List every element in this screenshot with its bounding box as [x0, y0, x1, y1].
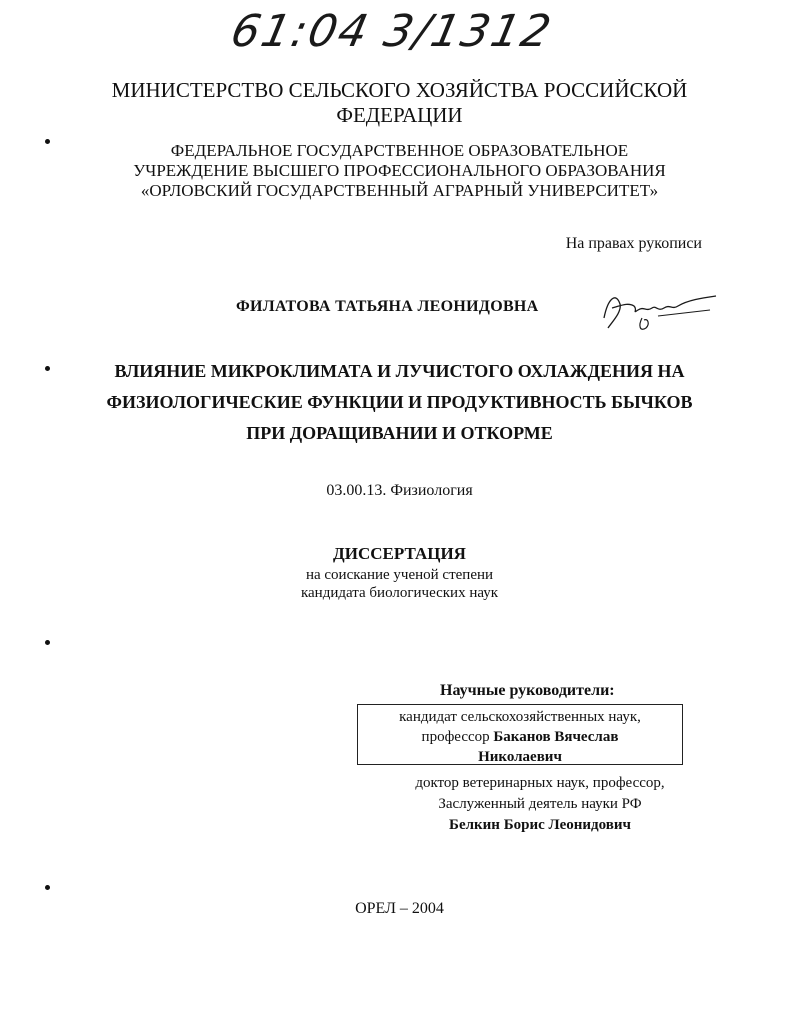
title-line-3: ПРИ ДОРАЩИВАНИИ И ОТКОРМЕ: [246, 423, 553, 443]
advisor-1-title-line: [358, 727, 682, 747]
advisor-2-degree: доктор ветеринарных наук, профессор,: [415, 775, 665, 791]
binder-dot: [45, 139, 50, 144]
institution-header: [0, 141, 799, 201]
ministry-line-1: МИНИСТЕРСТВО СЕЛЬСКОГО ХОЗЯЙСТВА РОССИЙСКОЙ: [111, 78, 688, 102]
ministry-line-2: ФЕДЕРАЦИИ: [336, 103, 463, 127]
institution-line-3: «ОРЛОВСКИЙ ГОСУДАРСТВЕННЫЙ АГРАРНЫЙ УНИВЕРСИТЕТ»: [140, 181, 659, 200]
city-year: ОРЕЛ – 2004: [355, 900, 444, 917]
advisor-1-name-part-2: Николаевич: [478, 749, 562, 765]
author-name: ФИЛАТОВА ТАТЬЯНА ЛЕОНИДОВНА: [236, 298, 539, 315]
specialty-code: 03.00.13. Физиология: [326, 482, 473, 499]
advisor-2-name: Белкин Борис Леонидович: [449, 817, 631, 833]
binder-dot: [45, 366, 50, 371]
advisor-2: [380, 773, 700, 836]
degree-line-2: кандидата биологических наук: [300, 585, 499, 601]
ministry-header: [0, 78, 799, 128]
advisor-2-honor: Заслуженный деятель науки РФ: [438, 796, 642, 812]
archive-number: 61:04 3/1312: [226, 6, 558, 57]
binder-dot: [45, 640, 50, 645]
manuscript-note: На правах рукописи: [565, 235, 702, 252]
institution-line-2: УЧРЕЖДЕНИЕ ВЫСШЕГО ПРОФЕССИОНАЛЬНОГО ОБРАЗОВАНИЯ: [133, 161, 666, 180]
title-line-2: ФИЗИОЛОГИЧЕСКИЕ ФУНКЦИИ И ПРОДУКТИВНОСТЬ БЫЧКОВ: [106, 392, 693, 412]
binder-dot: [45, 885, 50, 890]
advisor-1-name-part-1: Баканов Вячеслав: [493, 729, 619, 745]
degree-info: [0, 566, 799, 602]
advisor-1-degree: кандидат сельскохозяйственных наук,: [399, 709, 641, 725]
advisors-heading: Научные руководители:: [440, 682, 615, 699]
advisor-1-title: профессор: [421, 729, 494, 745]
institution-line-1: ФЕДЕРАЛЬНОЕ ГОСУДАРСТВЕННОЕ ОБРАЗОВАТЕЛЬНОЕ: [170, 141, 629, 160]
degree-line-1: на соискание ученой степени: [305, 567, 494, 583]
dissertation-title: [0, 356, 799, 449]
title-line-1: ВЛИЯНИЕ МИКРОКЛИМАТА И ЛУЧИСТОГО ОХЛАЖДЕНИЯ НА: [114, 361, 685, 381]
advisor-1-box: [357, 704, 683, 765]
thesis-type: ДИССЕРТАЦИЯ: [333, 544, 466, 563]
author-signature: [598, 288, 718, 336]
